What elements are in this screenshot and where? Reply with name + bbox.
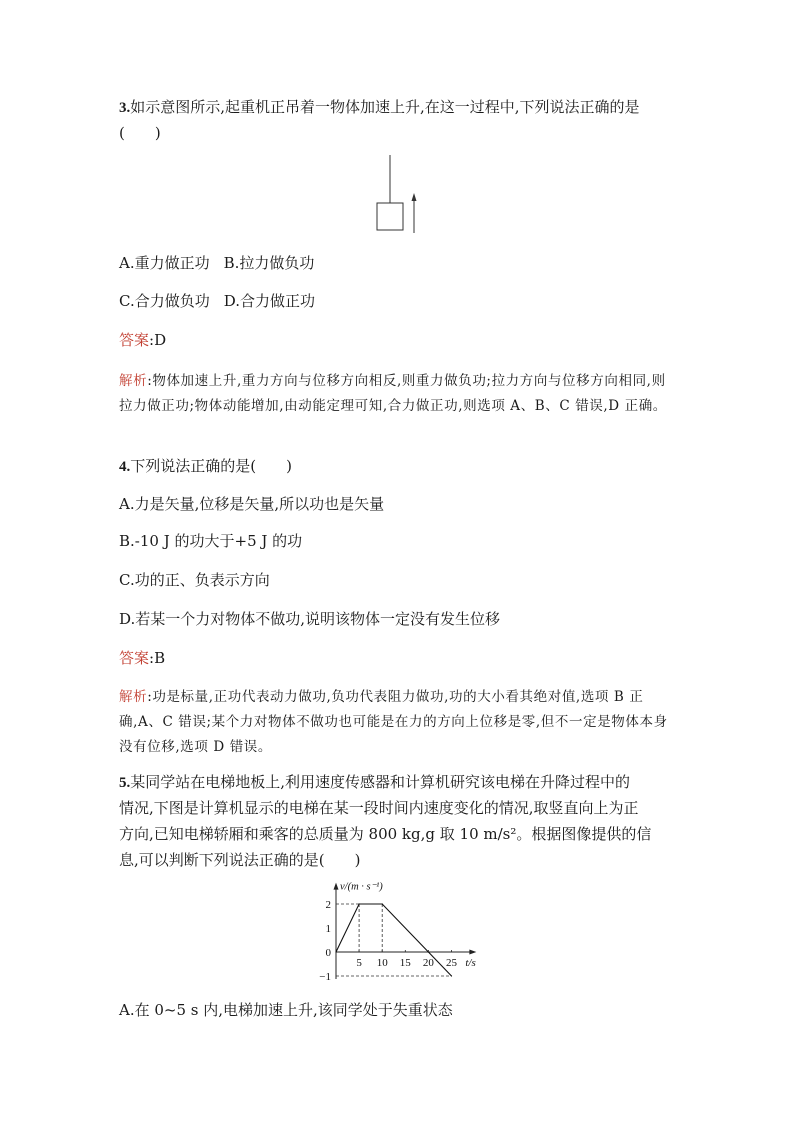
q3-number: 3. [119, 100, 131, 116]
x-axis-label: t/s [465, 957, 476, 969]
q4-explanation-label: 解析 [119, 689, 148, 705]
q5-stem-line-1 [119, 772, 630, 793]
data-point [451, 975, 452, 976]
q5-number: 5. [119, 775, 131, 791]
crane-diagram [370, 155, 430, 237]
q3-explanation-label: 解析 [119, 373, 148, 389]
q3-blank: ( ) [119, 124, 161, 142]
q4-explanation [119, 685, 679, 760]
y-tick-label: −1 [319, 971, 331, 983]
q4-option-a: A.力是矢量,位移是矢量,所以功也是矢量 [119, 495, 385, 513]
q4-answer-label: 答案 [119, 649, 150, 667]
q3-option-d: D.合力做正功 [223, 292, 315, 310]
q3-options-row2 [119, 291, 315, 311]
y-tick-label: 1 [325, 923, 331, 935]
q3-options-row1 [119, 253, 314, 273]
q5-stem-line-4: 息,可以判断下列说法正确的是( ) [119, 851, 361, 869]
q4-stem [119, 456, 292, 477]
y-tick-label: 0 [325, 947, 331, 959]
data-point [335, 951, 336, 952]
q3-explanation [119, 369, 679, 419]
data-point [359, 903, 360, 904]
x-tick-label: 5 [356, 957, 362, 969]
q3-answer-value: :D [149, 331, 167, 349]
q3-stem-text: 如示意图所示,起重机正吊着一物体加速上升,在这一过程中,下列说法正确的是 [130, 98, 640, 116]
q4-number: 4. [119, 459, 131, 475]
q5-option-a: A.在 0~5 s 内,电梯加速上升,该同学处于失重状态 [119, 1001, 453, 1019]
q4-answer [119, 648, 165, 668]
x-axis-arrow-icon [469, 950, 476, 955]
q4-stem-text: 下列说法正确的是( ) [130, 457, 292, 475]
velocity-time-chart [310, 878, 485, 990]
q5-stem-text-1: 某同学站在电梯地板上,利用速度传感器和计算机研究该电梯在升降过程中的 [130, 773, 631, 791]
q3-answer-label: 答案 [119, 331, 150, 349]
x-tick-label: 25 [446, 957, 457, 969]
q4-answer-value: :B [149, 649, 166, 667]
q4-explanation-text: :功是标量,正功代表动力做功,负功代表阻力做功,功的大小看其绝对值,选项 B 正确,A、C 错误;某个力对物体不做功也可能是在力的方向上位移是零,但不一定是物体本身没有位移,选项 D 错误。 [119, 689, 668, 755]
x-tick-label: 20 [422, 957, 434, 969]
hanging-object [377, 203, 403, 230]
q3-option-a: A.重力做正功 [119, 254, 210, 272]
y-tick-label: 2 [325, 899, 331, 911]
q3-option-c: C.合力做负功 [119, 292, 210, 310]
q3-stem [119, 97, 640, 118]
data-point [382, 903, 383, 904]
x-tick-label: 10 [376, 957, 388, 969]
q4-option-c: C.功的正、负表示方向 [119, 571, 270, 589]
q4-option-b: B.-10 J 的功大于+5 J 的功 [119, 532, 303, 550]
q4-option-d: D.若某一个力对物体不做功,说明该物体一定没有发生位移 [119, 610, 501, 628]
q3-explanation-text: :物体加速上升,重力方向与位移方向相反,则重力做负功;拉力方向与位移方向相同,则拉力做正功;物体动能增加,由动能定理可知,合力做正功,则选项 A、B、C 错误,D 正确。 [119, 373, 667, 414]
series-line [336, 904, 452, 976]
y-axis-label: v/(m · s⁻¹) [340, 881, 383, 893]
x-tick-label: 15 [399, 957, 411, 969]
q3-answer [119, 330, 166, 350]
y-axis-arrow-icon [334, 883, 339, 890]
q5-stem-line-2: 情况,下图是计算机显示的电梯在某一段时间内速度变化的情况,取竖直向上为正 [119, 799, 639, 817]
q5-stem-line-3: 方向,已知电梯轿厢和乘客的总质量为 800 kg,g 取 10 m/s²。根据图像提供的信 [119, 825, 652, 843]
q3-option-b: B.拉力做负功 [223, 254, 315, 272]
